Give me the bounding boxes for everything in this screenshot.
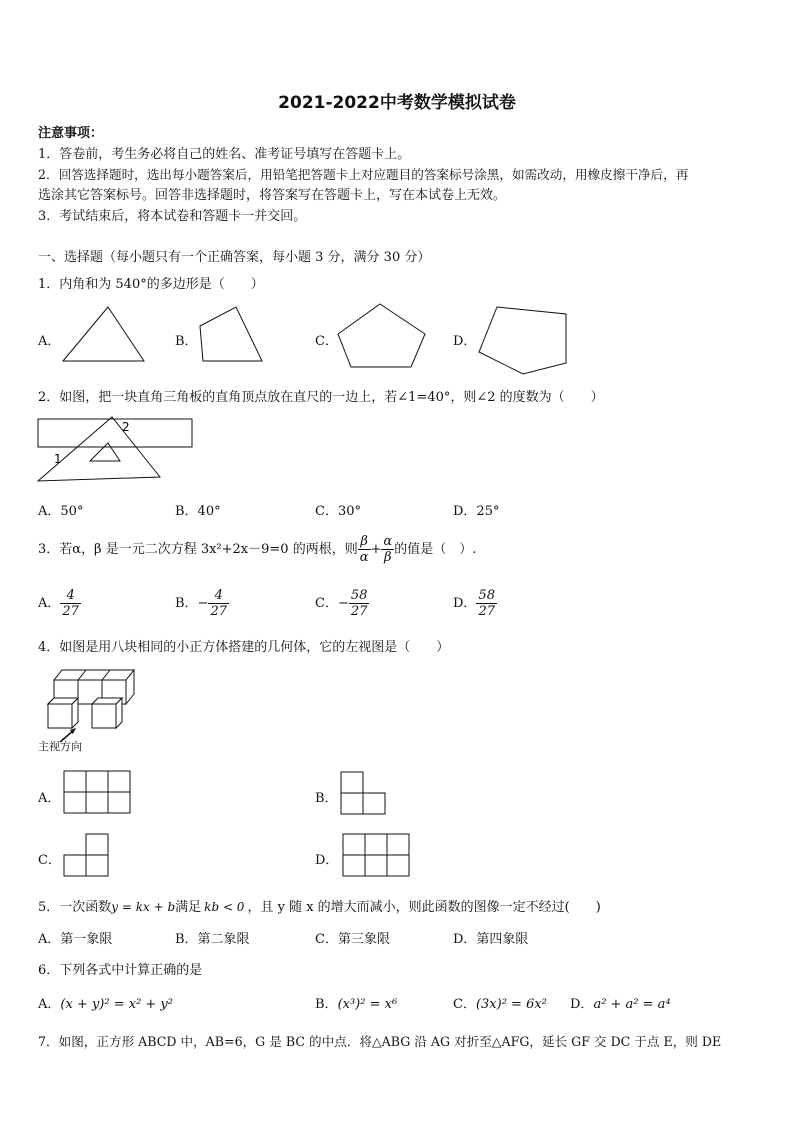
q3-option-a[interactable]: A． $\frac{4}{27}$ bbox=[38, 588, 79, 619]
q2-option-d[interactable]: D．25° bbox=[453, 504, 500, 519]
notice-heading: 注意事项： bbox=[38, 126, 104, 141]
q4-option-b[interactable]: B． bbox=[315, 791, 338, 806]
q4-view-direction-label: 主视方向 bbox=[38, 740, 82, 753]
angle-label-2: 2 bbox=[122, 420, 130, 434]
q6-option-b[interactable]: B．(x³)² = x⁶ bbox=[315, 997, 398, 1012]
q1-option-a[interactable]: A． bbox=[38, 334, 61, 349]
q4-c-grid bbox=[64, 834, 108, 876]
q4-a-grid bbox=[64, 771, 130, 813]
section-1-heading: 一、选择题（每小题只有一个正确答案，每小题 3 分，满分 30 分） bbox=[38, 250, 431, 265]
q3-option-b[interactable]: B．− $\frac{4}{27}$ bbox=[175, 588, 228, 619]
q3-option-c[interactable]: C．− $\frac{58}{27}$ bbox=[315, 588, 368, 619]
q6-option-a[interactable]: A．(x + y)² = x² + y² bbox=[38, 997, 173, 1012]
q5-option-c[interactable]: C．第三象限 bbox=[315, 932, 390, 947]
q6-option-c[interactable]: C．(3x)² = 6x² bbox=[453, 997, 547, 1012]
q3-fraction-1: $\frac{\beta}{\alpha}$ bbox=[359, 534, 369, 565]
q2-option-a[interactable]: A．50° bbox=[38, 504, 84, 519]
q4-option-d[interactable]: D． bbox=[315, 853, 339, 868]
q3-stem-pre: 3．若α，β 是一元二次方程 3x²+2x－9=0 的两根，则 bbox=[38, 542, 358, 557]
q4-option-c[interactable]: C． bbox=[38, 853, 61, 868]
q4-b-grid bbox=[341, 772, 385, 814]
notice-item-2b: 选涂其它答案标号。回答非选择题时，将答案写在答题卡上，写在本试卷上无效。 bbox=[38, 188, 507, 203]
q3-plus: + bbox=[370, 542, 382, 557]
q5-option-b[interactable]: B．第二象限 bbox=[175, 932, 250, 947]
q3-option-d[interactable]: D． $\frac{58}{27}$ bbox=[453, 588, 495, 619]
q4-option-a[interactable]: A． bbox=[38, 791, 61, 806]
q1-stem: 1．内角和为 540°的多边形是（ ） bbox=[38, 277, 264, 292]
q7-stem: 7．如图，正方形 ABCD 中，AB=6，G 是 BC 的中点．将△ABG 沿 AG 对折至△AFG，延长 GF 交 DC 于点 E，则 DE bbox=[38, 1034, 722, 1049]
page-title: 2021-2022中考数学模拟试卷 bbox=[278, 93, 516, 113]
q5-condition: kb < 0 bbox=[204, 900, 245, 914]
q4-stem: 4．如图是用八块相同的小正方体搭建的几何体，它的左视图是（ ） bbox=[38, 640, 450, 655]
q1-option-b[interactable]: B． bbox=[175, 334, 198, 349]
q6-option-d[interactable]: D．a² + a² = a⁴ bbox=[570, 997, 671, 1012]
q5-option-a[interactable]: A．第一象限 bbox=[38, 932, 113, 947]
q5-stem: 5．一次函数y = kx + b满足 kb < 0 ，且 y 随 x 的增大而减小，则此函数的图像一定不经过( ) bbox=[38, 900, 601, 915]
q1-option-c[interactable]: C． bbox=[315, 334, 338, 349]
q3-fraction-2: $\frac{\alpha}{\beta}$ bbox=[383, 534, 393, 565]
q2-option-b[interactable]: B．40° bbox=[175, 504, 221, 519]
q5-option-d[interactable]: D．第四象限 bbox=[453, 932, 529, 947]
q4-d-grid bbox=[343, 834, 409, 876]
q3-stem-post: 的值是（ ）. bbox=[394, 542, 477, 557]
notice-item-3: 3．考试结束后，将本试卷和答题卡一并交回。 bbox=[38, 209, 307, 224]
notice-item-1: 1．答卷前，考生务必将自己的姓名、准考证号填写在答题卡上。 bbox=[38, 147, 411, 162]
q2-option-c[interactable]: C．30° bbox=[315, 504, 361, 519]
q5-function: y = kx + b bbox=[111, 900, 176, 914]
q6-stem: 6．下列各式中计算正确的是 bbox=[38, 963, 203, 978]
angle-label-1: 1 bbox=[54, 452, 62, 466]
q2-stem: 2．如图，把一块直角三角板的直角顶点放在直尺的一边上，若∠1=40°，则∠2 的度数为（ ） bbox=[38, 390, 604, 405]
q1-option-d[interactable]: D． bbox=[453, 334, 477, 349]
notice-item-2a: 2．回答选择题时，选出每小题答案后，用铅笔把答题卡上对应题目的答案标号涂黑，如需改动，用橡皮擦干净后，再 bbox=[38, 167, 689, 182]
